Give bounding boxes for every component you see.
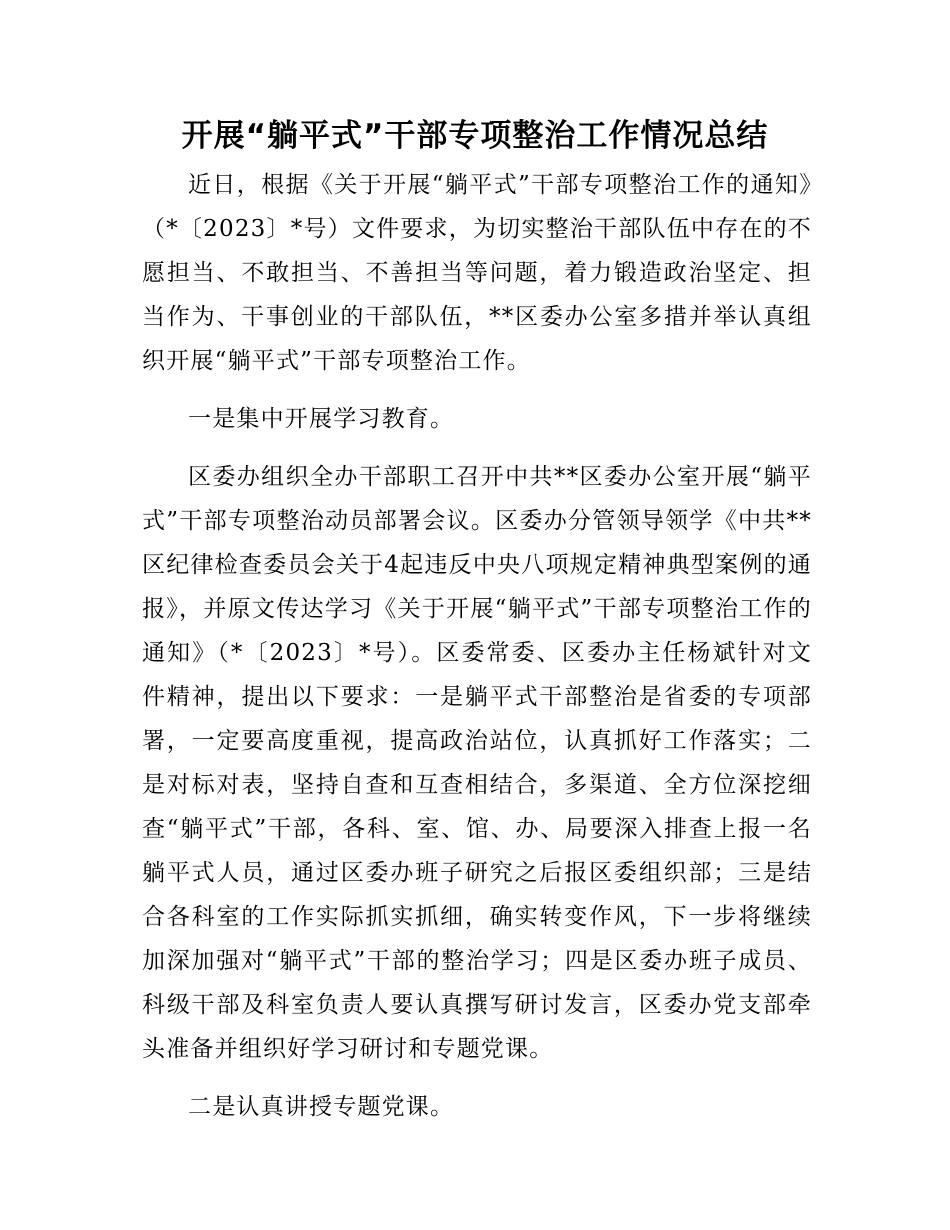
section-heading-party-lecture: 二是认真讲授专题党课。 — [188, 1094, 455, 1120]
intro-paragraph: 近日，根据《关于开展“躺平式”干部专项整治工作的通知》（*〔2023〕*号）文件要求，为切实整治干部队伍中存在的不愿担当、不敢担当、不善担当等问题，着力锻造政治坚定、担当作为、干事创业的干部队伍，**区委办公室多措并举认真组织开展“躺平式”干部专项整治工作。 — [142, 172, 812, 374]
section-heading-study: 一是集中开展学习教育。 — [188, 406, 455, 432]
study-paragraph: 区委办组织全办干部职工召开中共**区委办公室开展“躺平式”干部专项整治动员部署会议。区委办分管领导领学《中共**区纪律检查委员会关于4起违反中央八项规定精神典型案例的通报》，并原文传达学习《关于开展“躺平式”干部专项整治工作的通知》（*〔2023〕*号）。区委常委、区委办主任杨斌针对文件精神，提出以下要求：一是躺平式干部整治是省委的专项部署，一定要高度重视，提高政治站位，认真抓好工作落实；二是对标对表，坚持自查和互查相结合，多渠道、全方位深挖细查“躺平式”干部，各科、室、馆、办、局要深入排查上报一名躺平式人员，通过区委办班子研究之后报区委组织部；三是结合各科室的工作实际抓实抓细，确实转变作风，下一步将继续加深加强对“躺平式”干部的整治学习；四是区委办班子成员、科级干部及科室负责人要认真撰写研讨发言，区委办党支部牵头准备并组织好学习研讨和专题党课。 — [142, 464, 812, 1062]
document-title: 开展“躺平式”干部专项整治工作情况总结 — [181, 118, 769, 154]
document-body — [142, 163, 812, 1129]
